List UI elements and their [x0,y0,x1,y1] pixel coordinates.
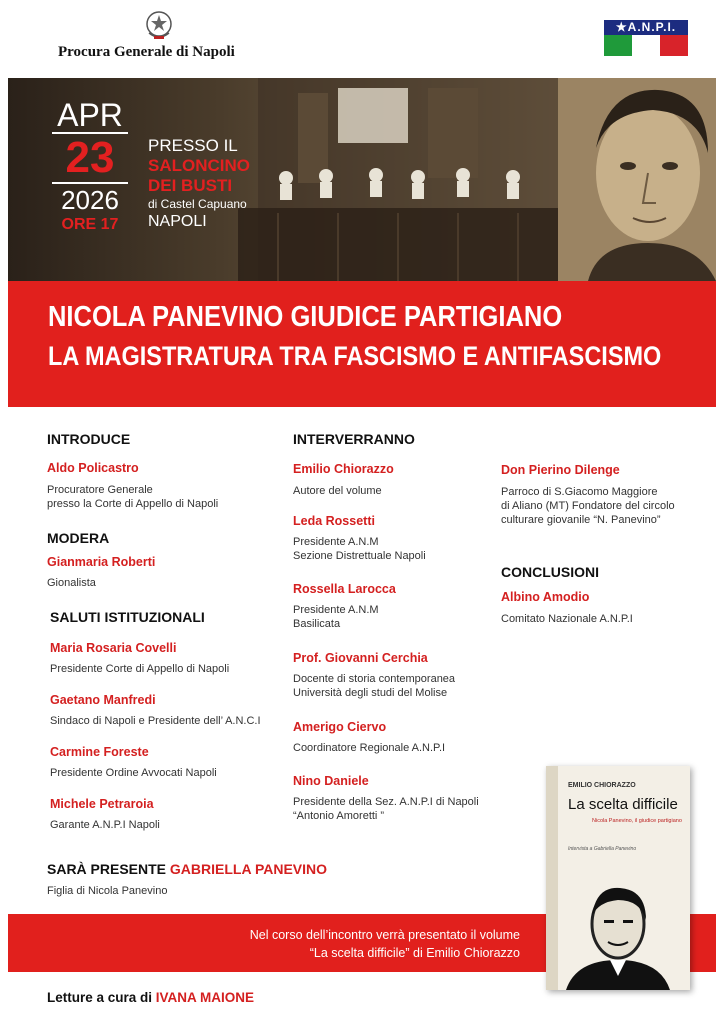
venue-line-1: PRESSO IL [148,136,238,155]
speaker-extra-role-3: culturare giovanile “N. Panevino” [501,514,661,526]
event-month: APR [52,98,128,134]
event-subtitle: LA MAGISTRATURA TRA FASCISMO E ANTIFASCISMO [48,341,662,371]
anpi-logo [604,20,688,56]
speaker-name-3: Rossella Larocca [293,582,396,596]
speaker-name-6: Nino Daniele [293,774,369,788]
book-interview: Intervista a Gabriella Panevino [568,846,637,852]
book-subtitle: Nicola Panevino, il giudice partigiano [592,818,682,824]
introduce-role-1: Procuratore Generale [47,484,153,496]
speaker-name-extra: Don Pierino Dilenge [501,463,620,477]
venue-line-4: di Castel Capuano [148,197,247,211]
saluti-role-2: Sindaco di Napoli e Presidente dell’ A.N.C.I [50,715,261,727]
venue-line-5: NAPOLI [148,213,207,230]
event-day: 23 [52,134,128,184]
book-cover [546,766,690,990]
speaker-name-4: Prof. Giovanni Cerchia [293,651,428,665]
book-author: EMILIO CHIORAZZO [568,782,636,789]
title-band [8,281,716,407]
flag-green [604,35,632,56]
modera-heading: MODERA [47,530,110,546]
header [0,0,716,78]
special-guest-name: GABRIELLA PANEVINO [169,861,328,877]
event-time: ORE 17 [61,216,119,233]
hero-banner [8,78,716,281]
speaker-role-3b: Basilicata [293,618,341,630]
conclusioni-role: Comitato Nazionale A.N.P.I [501,613,633,625]
conclusioni-name: Albino Amodio [501,590,590,604]
venue-line-2: SALONCINO [148,156,250,175]
book-portrait-icon [556,876,686,990]
speaker-role-5: Coordinatore Regionale A.N.P.I [293,742,446,754]
book-note-line-1: Nel corso dell’incontro verrà presentato il volume [249,928,520,942]
saluti-name-1: Maria Rosaria Covelli [50,641,177,655]
book-title: La scelta difficile [568,796,678,813]
italian-flag-icon [604,35,688,56]
speaker-name-1: Emilio Chiorazzo [293,462,394,476]
readings-label: Letture a cura di [47,990,156,1005]
saluti-name-3: Carmine Foreste [50,745,149,759]
saluti-role-4: Garante A.N.P.I Napoli [50,819,160,831]
saluti-role-3: Presidente Ordine Avvocati Napoli [50,767,217,779]
readings-credit [47,990,254,1005]
saluti-name-2: Gaetano Manfredi [50,693,156,707]
conclusioni-heading: CONCLUSIONI [501,564,599,580]
event-venue [148,136,250,232]
readings-name: IVANA MAIONE [155,990,255,1005]
speaker-role-2a: Presidente A.N.M [293,536,379,548]
speaker-role-6b: “Antonio Amoretti ” [293,810,385,822]
special-guest-role: Figlia di Nicola Panevino [47,885,168,897]
modera-name: Gianmaria Roberti [47,555,156,569]
speaker-name-5: Amerigo Ciervo [293,720,387,734]
flag-red [660,35,688,56]
introduce-heading: INTRODUCE [47,431,131,447]
speaker-role-4b: Università degli studi del Molise [293,687,448,699]
speaker-role-2b: Sezione Distrettuale Napoli [293,550,426,562]
speaker-role-3a: Presidente A.N.M [293,604,379,616]
saluti-name-4: Michele Petraroia [50,797,154,811]
event-date [52,98,128,234]
book-note-line-2: “La scelta difficile” di Emilio Chiorazzo [309,946,520,960]
italian-republic-emblem-icon [144,9,174,41]
speaker-extra-role-1: Parroco di S.Giacomo Maggiore [501,486,658,498]
speaker-role-1: Autore del volume [293,485,382,497]
portrait [558,78,716,281]
speaker-name-2: Leda Rossetti [293,514,375,528]
venue-line-3: DEI BUSTI [148,176,233,195]
modera-role: Gionalista [47,577,96,589]
introduce-name: Aldo Policastro [47,461,139,475]
saluti-heading: SALUTI ISTITUZIONALI [50,609,205,625]
event-year: 2026 [61,185,119,215]
special-guest-label: SARÀ PRESENTE [47,861,170,877]
institution-name: Procura Generale di Napoli [58,44,235,60]
special-guest [47,861,327,877]
speaker-extra-role-2: di Aliano (MT) Fondatore del circolo [501,500,675,512]
saluti-role-1: Presidente Corte di Appello di Napoli [50,663,230,675]
interverranno-heading: INTERVERRANNO [293,431,415,447]
anpi-logo-text: ★A.N.P.I. [604,20,688,35]
speaker-role-4a: Docente di storia contemporanea [293,673,456,685]
flag-white [632,35,660,56]
introduce-role-2: presso la Corte di Appello di Napoli [47,498,219,510]
speaker-role-6a: Presidente della Sez. A.N.P.I di Napoli [293,796,479,808]
event-title: NICOLA PANEVINO GIUDICE PARTIGIANO [48,301,563,333]
